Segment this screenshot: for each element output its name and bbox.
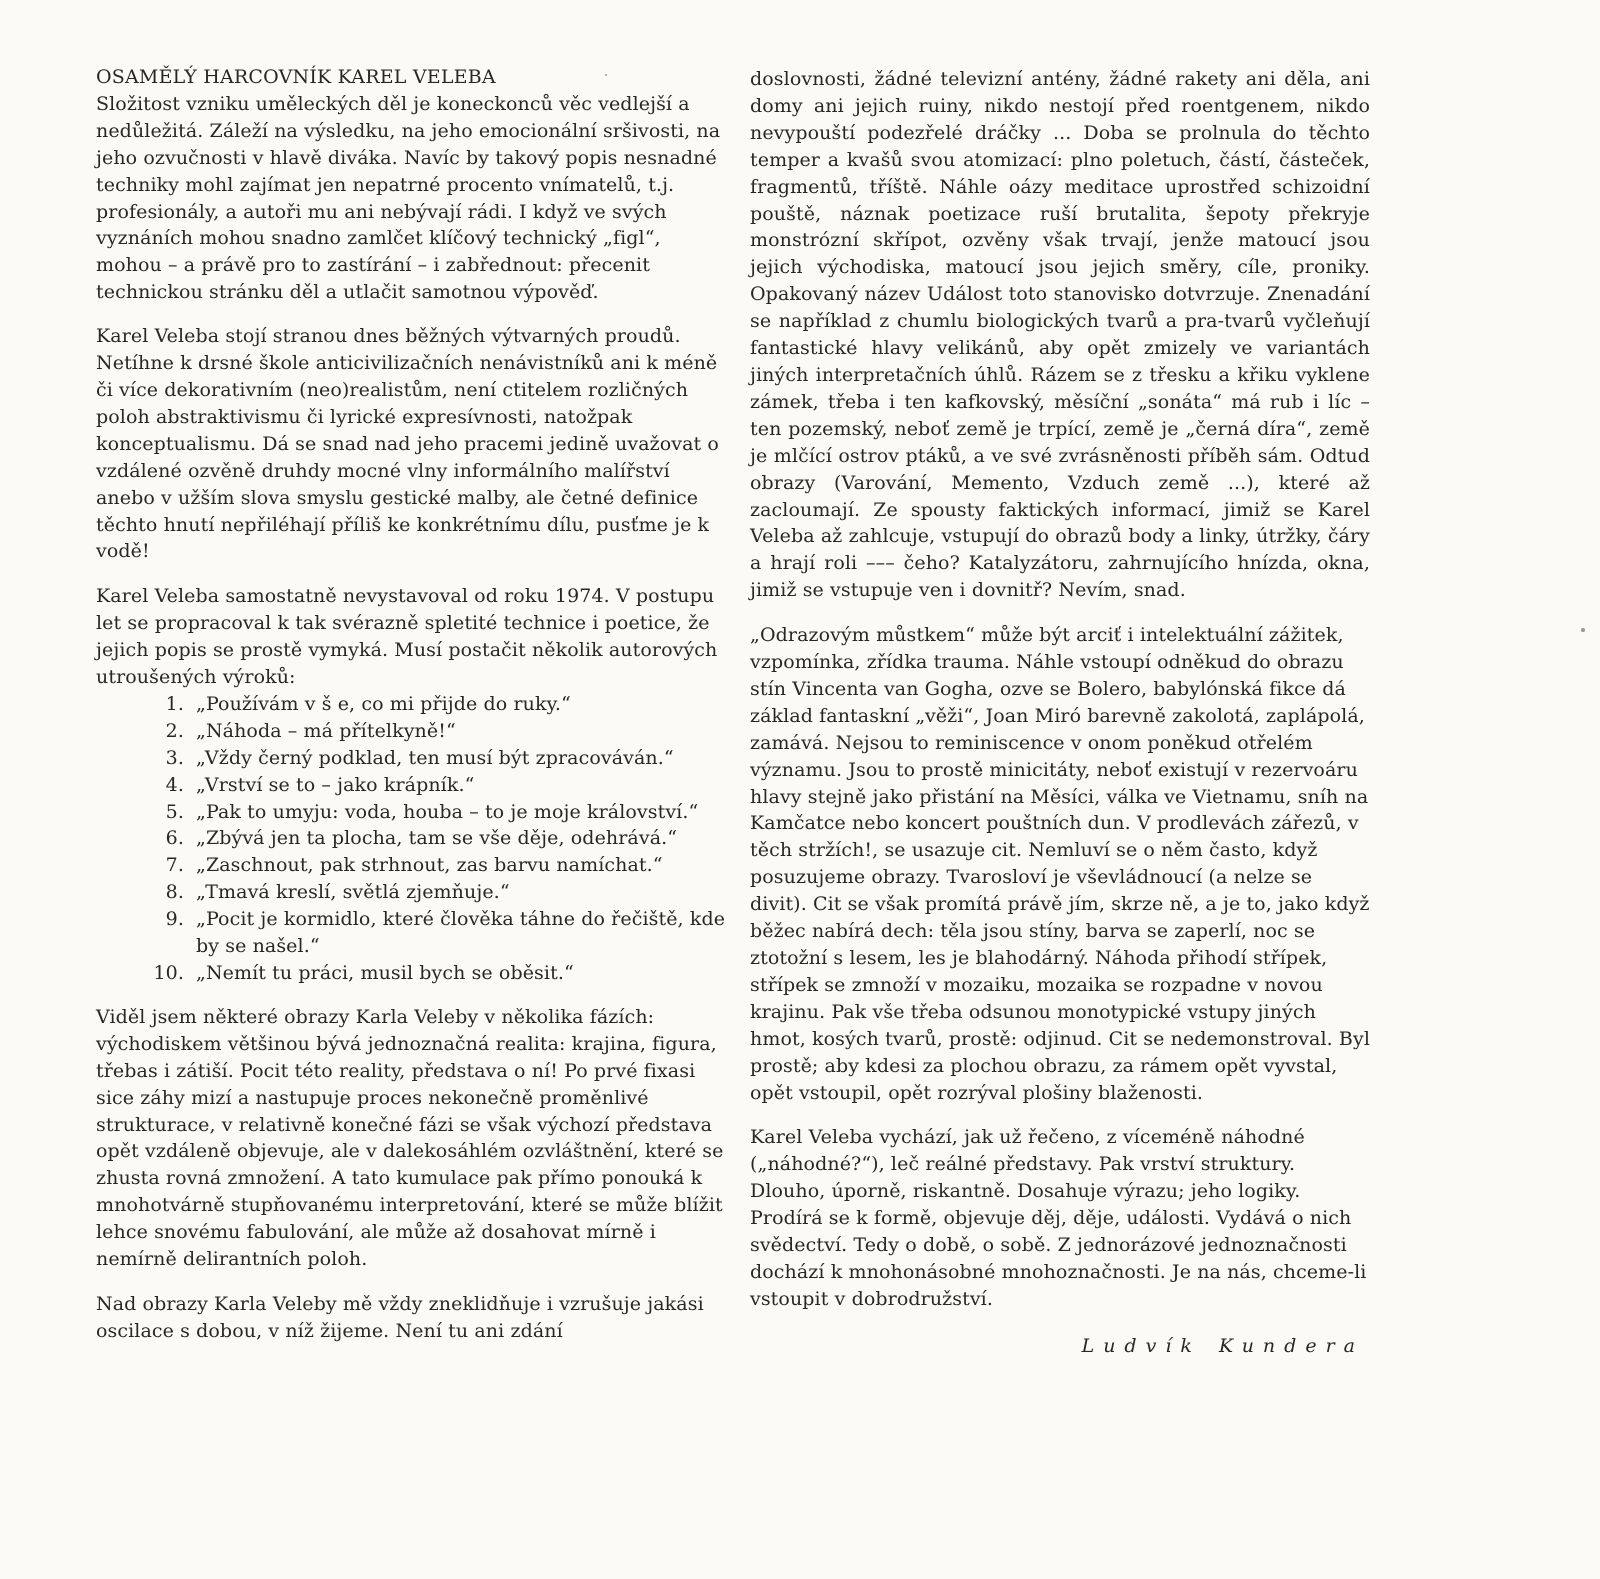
- list-item: [96, 879, 726, 906]
- author-signature: [750, 1333, 1370, 1360]
- quote-text: „Pak to umyju: voda, houba – to je moje království.“: [196, 800, 699, 823]
- quote-number: 7.: [165, 854, 184, 877]
- list-item: [96, 691, 726, 718]
- article-title: OSAMĚLÝ HARCOVNÍK KAREL VELEBA: [96, 66, 496, 88]
- quote-text: „Zaschnout, pak strhnout, zas barvu namíchat.“: [196, 854, 663, 877]
- quote-text: „Pocit je kormidlo, které člověka táhne do řečiště, kde by se našel.“: [196, 908, 726, 958]
- list-item: [96, 906, 726, 960]
- quote-number: 9.: [165, 908, 184, 931]
- quote-text: „Vrství se to – jako krápník.“: [196, 773, 475, 796]
- list-item: [96, 745, 726, 772]
- paragraph-4: Viděl jsem některé obrazy Karla Veleby v několika fázích: východiskem většinou bývá jednoznačná realita: krajina, figura, třebas i zátiší. Pocit této reality, představa o ní! Po prvé fixasi sice záhy mizí a nastupuje proces nekonečně proměnlivé strukturace, v relativně konečné fázi se však výchozí představa opět vzdáleně objevuje, ale v dalekosáhlém ozvláštnění, které se zhusta rovná zmnožení. A tato kumulace pak přímo ponouká k mnohotvárně stupňovanému interpretování, které se může blížit lehce snovému fabulování, ale může až dosahovat mírně i nemírně delirantních poloh.: [96, 1005, 724, 1271]
- right-column: [750, 66, 1370, 1360]
- quote-number: 6.: [165, 827, 184, 850]
- scan-speck: [605, 74, 607, 76]
- paragraph-3: Karel Veleba samostatně nevystavoval od roku 1974. V postupu let se propracoval k tak svérazně spletité technice i poetice, že jejich popis se prostě vymyká. Musí postačit několik autorových utroušených výroků:: [96, 585, 718, 689]
- paragraph-8: Karel Veleba vychází, jak už řečeno, z víceméně náhodné („náhodné?“), leč reálné představy. Pak vrství struktury. Dlouho, úporně, riskantně. Dosahuje výrazu; jeho logiky. Prodírá se k formě, objevuje děj, děje, události. Vydává o nich svědectví. Tedy o době, o sobě. Z jednorázové jednoznačnosti dochází k mnohonásobné mnohoznačnosti. Je na nás, chceme-li vstoupit v dobrodružství.: [750, 1126, 1367, 1310]
- list-item: [96, 772, 726, 799]
- quote-number: 2.: [165, 719, 184, 742]
- author-first-name: Ludvík: [1081, 1334, 1201, 1357]
- quote-text: „Náhoda – má přítelkyně!“: [196, 719, 456, 742]
- quote-list: [96, 691, 726, 987]
- quote-text: „Vždy černý podklad, ten musí být zpracováván.“: [196, 746, 674, 769]
- quote-number: 8.: [165, 881, 184, 904]
- paragraph-2: Karel Veleba stojí stranou dnes běžných výtvarných proudů. Netíhne k drsné škole anticivilizačních nenávistníků ani k méně či více dekorativním (neo)realistům, není ctitelem rozličných poloh abstraktivismu či lyrické expresívnosti, natožpak konceptualismu. Dá se snad nad jeho pracemi jedině uvažovat o vzdálené ozvěně druhdy mocné vlny informálního malířství anebo v užším slova smyslu gestické malby, ale četné definice těchto hnutí nepřiléhají příliš ke konkrétnímu dílu, pusťme je k vodě!: [96, 325, 719, 563]
- quote-text: „Zbývá jen ta plocha, tam se vše děje, odehrává.“: [196, 827, 678, 850]
- list-item: [96, 825, 726, 852]
- quote-number: 3.: [165, 746, 184, 769]
- quote-number: 5.: [165, 800, 184, 823]
- quote-text: „Tmavá kreslí, světlá zjemňuje.“: [196, 881, 510, 904]
- quote-number: 1.: [165, 692, 184, 715]
- left-column: [96, 64, 726, 1363]
- paragraph-6: doslovnosti, žádné televizní antény, žádné rakety ani děla, ani domy ani jejich ruiny, nikdo nestojí před roentgenem, nikdo nevypouští podezřelé dráčky ... Doba se prolnula do těchto temper a kvašů svou atomizací: plno poletuch, částí, částeček, fragmentů, tříště. Náhle oázy meditace uprostřed schizoidní pouště, náznak poetizace ruší brutalita, šepoty překryje monstrózní skřípot, ozvěny však trvají, jenže matoucí jsou jejich východiska, matoucí jsou jejich směry, cíle, proniky. Opakovaný název Událost toto stanovisko dotvrzuje. Znenadání se například z chumlu biologických tvarů a pra-tvarů vyčleňují fantastické hlavy velikánů, aby opět zmizely ve variantách jiných interpretačních úhlů. Rázem se z třesku a křiku vyklene zámek, třeba i ten kafkovský, měsíční „sonáta“ má rub i líc – ten pozemský, neboť země je trpící, země je „černá díra“, země je mlčící ostrov ptáků, a ve své zvrásněnosti příběh sám. Odtud obrazy (Varování, Memento, Vzduch země ...), které až zacloumají. Ze spousty faktických informací, jimiž se Karel Veleba až zahlcuje, vstupují do obrazů body a linky, útržky, čáry a hrají roli ––– čeho? Katalyzátoru, zahrnujícího hnízda, okna, jimiž se vstupuje ven i dovnitř? Nevím, snad.: [750, 68, 1370, 602]
- list-item: [96, 852, 726, 879]
- paragraph-7: „Odrazovým můstkem“ může být arciť i intelektuální zážitek, vzpomínka, zřídka trauma. Náhle vstoupí odněkud do obrazu stín Vincenta van Gogha, ozve se Bolero, babylónská fikce dá základ fantaskní „věži“, Joan Miró barevně zakolotá, zaplápolá, zamává. Nejsou to reminiscence v onom poněkud otřelém významu. Jsou to prostě minicitáty, neboť existují v rezervoáru hlavy stejně jako přistání na Měsíci, válka ve Vietnamu, sníh na Kamčatce nebo koncert pouštních dun. V prodlevách zářezů, v těch stržích!, se usazuje cit. Nemluví se o něm často, když posuzujeme obrazy. Tvarosloví je vševládnoucí (a nelze se divit). Cit se však promítá právě jím, skrze ně, a je to, jako když běžec nabírá dech: těla jsou stíny, barva se zaperlí, noc se ztotožní s lesem, les je blahodárný. Náhoda přihodí střípek, střípek se zmnoží v mozaiku, mozaika se rozpadne v novou krajinu. Pak vše třeba odsunou monotypické vstupy jiných hmot, kosých tvarů, prostě: odjinud. Cit se nedemonstroval. Byl prostě; aby kdesi za plochou obrazu, za rámem opět vyvstal, opět vstoupil, opět rozrýval plošiny blaženosti.: [750, 624, 1370, 1104]
- list-item: [96, 718, 726, 745]
- scan-speck: [1581, 628, 1585, 632]
- quote-number: 10.: [153, 962, 184, 984]
- paragraph-1: Složitost vzniku uměleckých děl je koneckonců věc vedlejší a nedůležitá. Záleží na výsledku, na jeho emocionální sršivosti, na jeho ozvučnosti v hlavě diváka. Navíc by takový popis nesnadné techniky mohl zajímat jen nepatrné procento vnímatelů, t.j. profesionály, a autoři mu ani nebývají rádi. I když ve svých vyznáních mohou snadno zamlčet klíčový technický „figl“, mohou – a právě pro to zastírání – i zabřednout: přecenit technickou stránku děl a utlačit samotnou výpověď.: [96, 92, 721, 304]
- list-item: [96, 799, 726, 826]
- quote-text: „Používám v š e, co mi přijde do ruky.“: [196, 692, 571, 715]
- paragraph-5: Nad obrazy Karla Veleby mě vždy zneklidňuje i vzrušuje jakási oscilace s dobou, v níž žijeme. Není tu ani zdání: [96, 1292, 704, 1342]
- quote-text: „Nemít tu práci, musil bych se oběsit.“: [196, 962, 574, 984]
- quote-number: 4.: [165, 773, 184, 796]
- list-item: [96, 960, 726, 987]
- author-last-name: Kundera: [1218, 1334, 1364, 1357]
